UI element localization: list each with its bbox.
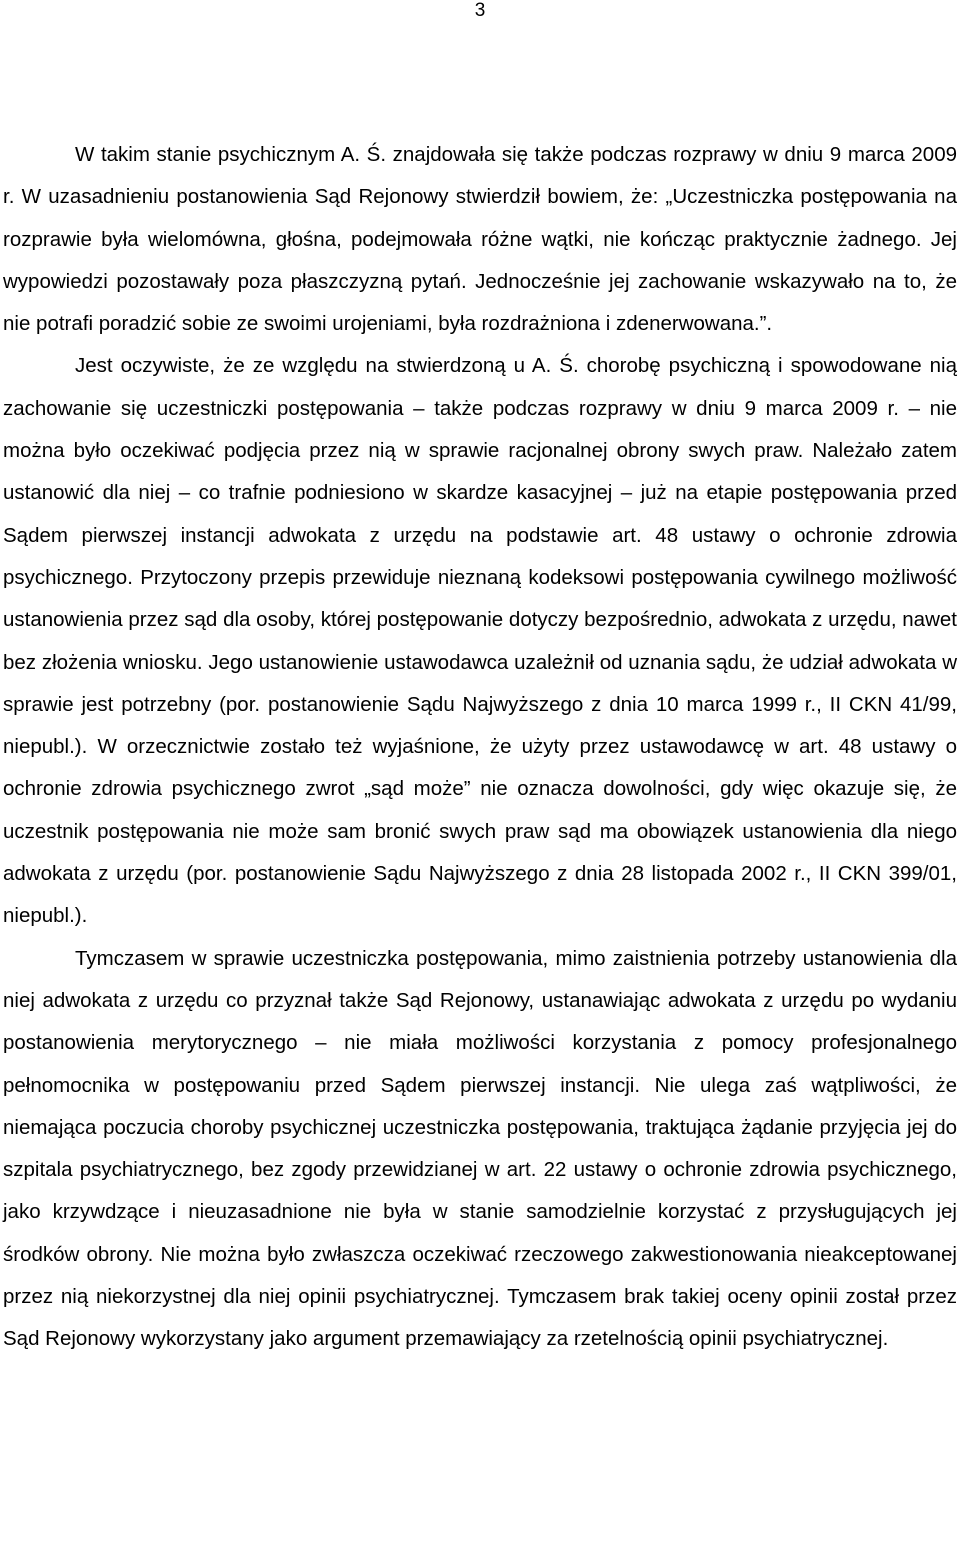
paragraph-1: W takim stanie psychicznym A. Ś. znajdowała się także podczas rozprawy w dniu 9 marca 2009 r. W uzasadnieniu postanowienia Sąd Rejonowy stwierdził bowiem, że: „Uczestniczka postępowania na rozprawie była wielomówna, głośna, podejmowała różne wątki, nie kończąc praktycznie żadnego. Jej wypowiedzi pozostawały poza płaszczyzną pytań. Jednocześnie jej zachowanie wskazywało na to, że nie potrafi poradzić sobie ze swoimi urojeniami, była rozdrażniona i zdenerwowana.”. <box>3 143 957 336</box>
paragraph-3: Tymczasem w sprawie uczestniczka postępowania, mimo zaistnienia potrzeby ustanowienia dla niej adwokata z urzędu co przyznał także Sąd Rejonowy, ustanawiając adwokata z urzędu po wydaniu postanowienia merytorycznego – nie miała możliwości korzystania z pomocy profesjonalnego pełnomocnika w postępowaniu przed Sądem pierwszej instancji. Nie ulega zaś wątpliwości, że niemająca poczucia choroby psychicznej uczestniczka postępowania, traktująca żądanie przyjęcia jej do szpitala psychiatrycznego, bez zgody przewidzianej w art. 22 ustawy o ochronie zdrowia psychicznego, jako krzywdzące i nieuzasadnione nie była w stanie samodzielnie korzystać z przysługujących jej środków obrony. Nie można było zwłaszcza oczekiwać rzeczowego zakwestionowania nieakceptowanej przez nią niekorzystnej dla niej opinii psychiatrycznej. Tymczasem brak takiej oceny opinii został przez Sąd Rejonowy wykorzystany jako argument przemawiający za rzetelnością opinii psychiatrycznej. <box>3 946 957 1351</box>
document-body <box>3 134 957 1361</box>
paragraph-2: Jest oczywiste, że ze względu na stwierdzoną u A. Ś. chorobę psychiczną i spowodowane nią zachowanie się uczestniczki postępowania – także podczas rozprawy w dniu 9 marca 2009 r. – nie można było oczekiwać podjęcia przez nią w sprawie racjonalnej obrony swych praw. Należało zatem ustanowić dla niej – co trafnie podniesiono w skardze kasacyjnej – już na etapie postępowania przed Sądem pierwszej instancji adwokata z urzędu na podstawie art. 48 ustawy o ochronie zdrowia psychicznego. Przytoczony przepis przewiduje nieznaną kodeksowi postępowania cywilnego możliwość ustanowienia przez sąd dla osoby, której postępowanie dotyczy bezpośrednio, adwokata z urzędu, nawet bez złożenia wniosku. Jego ustanowienie ustawodawca uzależnił od uznania sądu, że udział adwokata w sprawie jest potrzebny (por. postanowienie Sądu Najwyższego z dnia 10 marca 1999 r., II CKN 41/99, niepubl.). W orzecznictwie zostało też wyjaśnione, że użyty przez ustawodawcę w art. 48 ustawy o ochronie zdrowia psychicznego zwrot „sąd może” nie oznacza dowolności, gdy więc okazuje się, że uczestnik postępowania nie może sam bronić swych praw sąd ma obowiązek ustanowienia dla niego adwokata z urzędu (por. postanowienie Sądu Najwyższego z dnia 28 listopada 2002 r., II CKN 399/01, niepubl.). <box>3 354 957 928</box>
page-number: 3 <box>474 0 486 21</box>
